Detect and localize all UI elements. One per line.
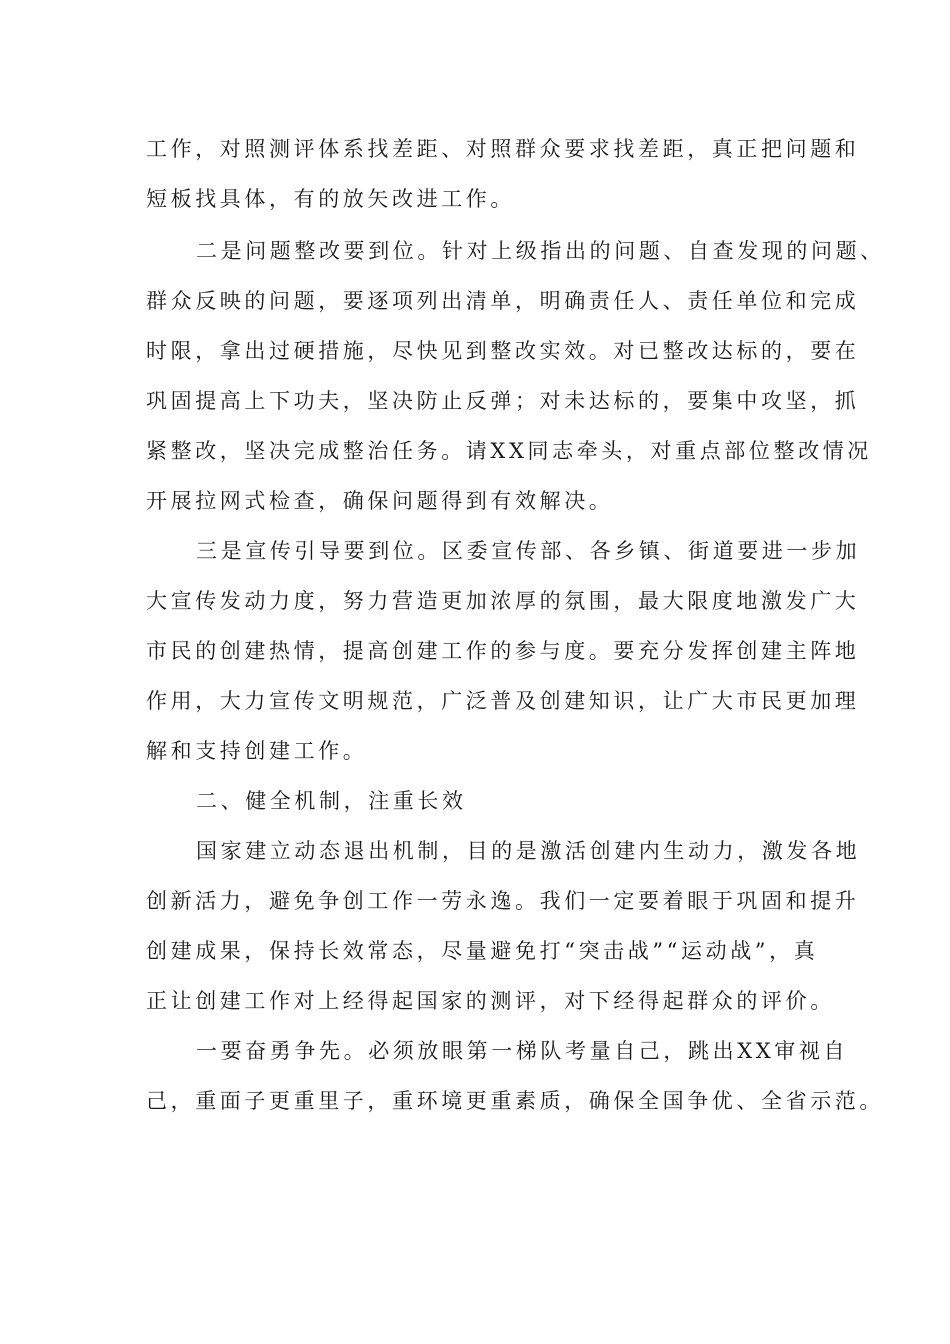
paragraph-start-line: 二是问题整改要到位。针对上级指出的问题、自查发现的问题、 (196, 239, 885, 263)
text-line: 作用，大力宣传文明规范，广泛普及创建知识，让广大市民更加理 (146, 689, 860, 713)
paragraph-start-line: 一要奋勇争先。必须放眼第一梯队考量自己，跳出XX审视自 (196, 1039, 849, 1063)
text-line: 巩固提高上下功夫，坚决防止反弹；对未达标的，要集中攻坚，抓 (146, 389, 860, 413)
paragraph-start-line: 三是宣传引导要到位。区委宣传部、各乡镇、街道要进一步加 (196, 539, 861, 563)
text-line: 正让创建工作对上经得起国家的测评，对下经得起群众的评价。 (146, 989, 835, 1013)
text-line: 己，重面子更重里子，重环境更重素质，确保全国争优、全省示范。 (146, 1089, 884, 1113)
text-line: 解和支持创建工作。 (146, 739, 368, 763)
text-line: 短板找具体，有的放矢改进工作。 (146, 187, 515, 211)
paragraph-start-line: 国家建立动态退出机制，目的是激活创建内生动力，激发各地 (196, 839, 861, 863)
section-heading: 二、健全机制，注重长效 (196, 789, 467, 813)
text-line: 群众反映的问题，要逐项列出清单，明确责任人、责任单位和完成 (146, 289, 860, 313)
text-line: 创建成果，保持长效常态，尽量避免打“突击战”“运动战”，真 (146, 939, 819, 963)
text-line: 紧整改，坚决完成整治任务。请XX同志牵头，对重点部位整改情况 (146, 439, 872, 463)
text-line: 市民的创建热情，提高创建工作的参与度。要充分发挥创建主阵地 (146, 639, 860, 663)
text-line: 工作，对照测评体系找差距、对照群众要求找差距，真正把问题和 (146, 137, 860, 161)
text-line: 时限，拿出过硬措施，尽快见到整改实效。对已整改达标的，要在 (146, 339, 860, 363)
text-line: 开展拉网式检查，确保问题得到有效解决。 (146, 489, 614, 513)
text-line: 大宣传发动力度，努力营造更加浓厚的氛围，最大限度地激发广大 (146, 589, 860, 613)
text-line: 创新活力，避免争创工作一劳永逸。我们一定要着眼于巩固和提升 (146, 889, 860, 913)
